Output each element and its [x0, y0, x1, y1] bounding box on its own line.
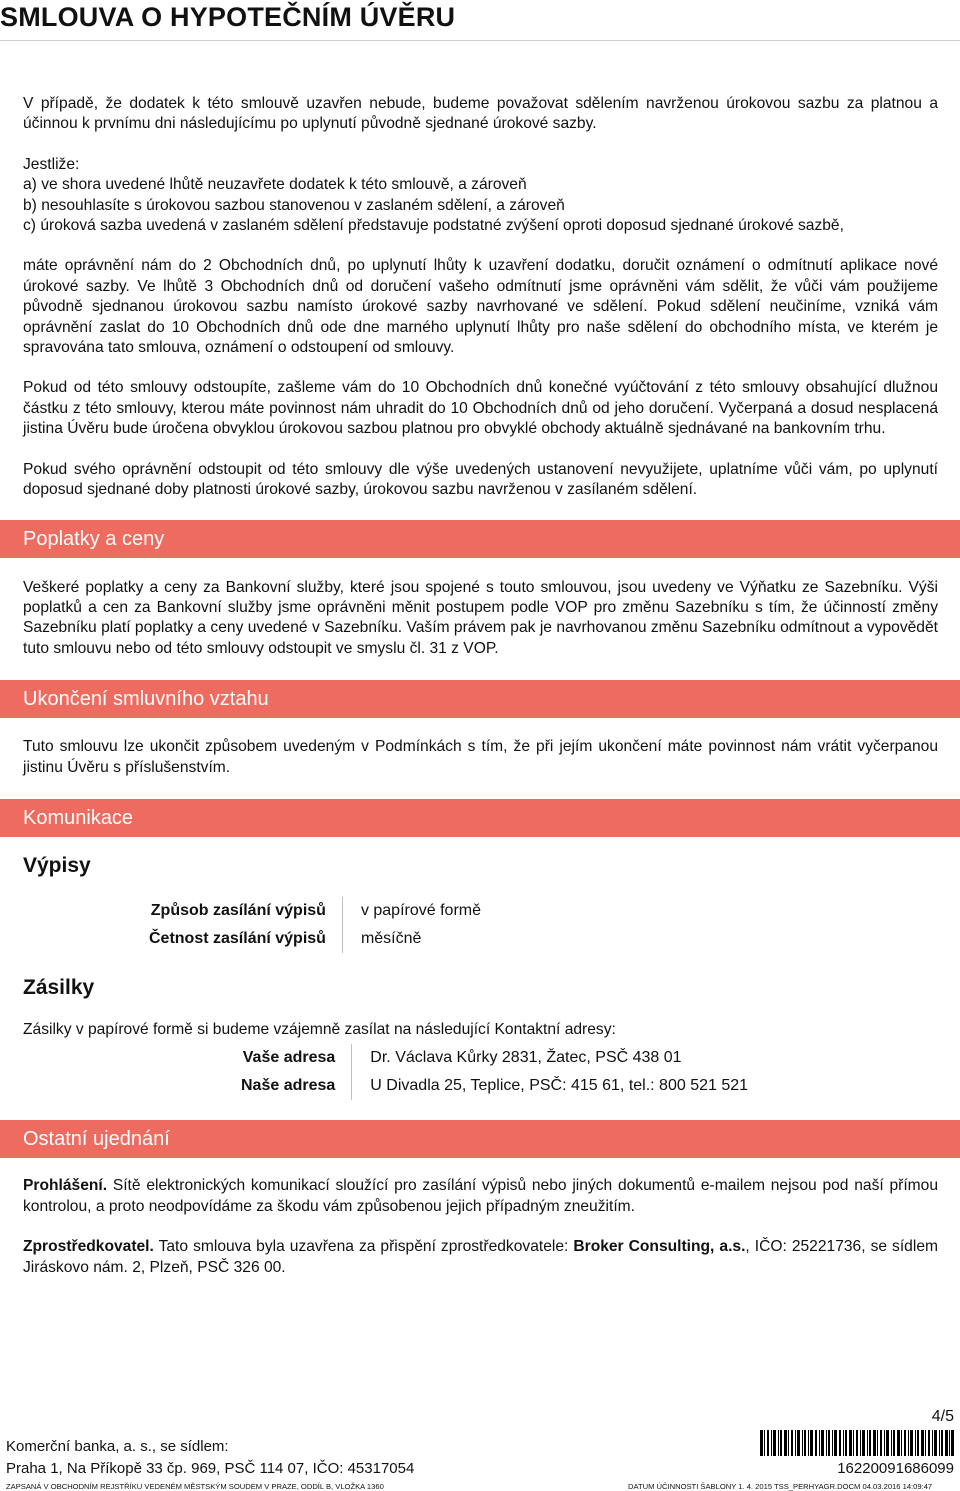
condition-b: b) nesouhlasíte s úrokovou sazbou stanovenou v zaslaném sdělení, a zároveň — [23, 196, 565, 214]
document-body — [23, 94, 938, 1278]
broker-label: Zprostředkovatel. — [23, 1238, 154, 1256]
subheading-statements: Výpisy — [23, 853, 91, 877]
rights-paragraph: máte oprávnění nám do 2 Obchodních dnů, po uplynutí lhůty k uzavření dodatku, doručit oznámení o odmítnutí aplikace nové úrokové sazby. Ve lhůtě 3 Obchodních dnů od doručení vašeho odmítnutí jsme oprávněni vám sdělit, že vůči vám použijeme původně sjednanou úrokovou sazbu namísto úrokové sazby navrhované ve sdělení. Pokud sdělení neučiníme, vzniká vám oprávnění zaslat do 10 Obchodních dnů ode dne marného uplynutí lhůty pro naše sdělení do obchodního místa, ve kterém je spravována tato smlouva, oznámení o odstoupení od smlouvy. — [23, 257, 938, 357]
document-number: 16220091686099 — [837, 1460, 954, 1477]
broker-paragraph — [23, 1237, 938, 1278]
addresses-table — [241, 1044, 748, 1100]
template-info: DATUM ÚČINNOSTI ŠABLONY 1. 4. 2015 TSS_PERHYAGR.DOCM 04.03.2016 14:09:47 — [628, 1482, 933, 1491]
document-title: SMLOUVA O HYPOTEČNÍM ÚVĚRU — [0, 2, 456, 32]
condition-a: a) ve shora uvedené lhůtě neuzavřete dodatek k této smlouvě, a zároveň — [23, 176, 527, 194]
statement-frequency-label: Četnost zasílání výpisů — [149, 929, 326, 947]
title-divider — [0, 40, 960, 41]
conditions-label: Jestliže: — [23, 155, 80, 173]
company-name: Komerční banka, a. s., se sídlem: — [6, 1438, 229, 1455]
intro-paragraph: V případě, že dodatek k této smlouvě uzavřen nebude, budeme považovat sdělením navrženou úrokovou sazbu za platnou a účinnou k prvnímu dni následujícímu po uplynutí původně sjednané úrokové sazby. — [23, 95, 938, 133]
section-header-termination: Ukončení smluvního vztahu — [0, 680, 960, 718]
statement-frequency-value: měsíčně — [342, 925, 481, 953]
unused-right-paragraph: Pokud svého oprávnění odstoupit od této smlouvy dle výše uvedených ustanovení nevyužijete, uplatníme vůči vám, po uplynutí doposud sjednané doby platnosti úrokové sazby, úrokovou sazbu navrženou v zasílaném sdělení. — [23, 460, 938, 499]
registry-note: ZAPSANÁ V OBCHODNÍM REJSTŘÍKU VEDENÉM MĚSTSKÝM SOUDEM V PRAZE, ODDÍL B, VLOŽKA 1360 — [6, 1482, 384, 1491]
mail-paragraph: Zásilky v papírové formě si budeme vzájemně zasílat na následující Kontaktní adresy: — [23, 1020, 616, 1038]
broker-text-pre: Tato smlouva byla uzavřena za přispění zprostředkovatele: — [153, 1238, 574, 1256]
table-row — [149, 925, 481, 953]
statement-method-value: v papírové formě — [342, 897, 481, 925]
our-address-label: Naše adresa — [241, 1077, 336, 1095]
section-header-other: Ostatní ujednání — [0, 1120, 960, 1158]
statement-method-label: Způsob zasílání výpisů — [150, 901, 326, 919]
table-row — [241, 1044, 748, 1072]
broker-name: Broker Consulting, a.s. — [573, 1238, 746, 1256]
table-row — [241, 1072, 748, 1100]
termination-paragraph: Tuto smlouvu lze ukončit způsobem uvedeným v Podmínkách s tím, že při jejím ukončení máte povinnost nám vrátit vyčerpanou jistinu Úvěru s příslušenstvím. — [23, 738, 938, 776]
barcode-icon — [760, 1430, 954, 1456]
withdrawal-paragraph: Pokud od této smlouvy odstoupíte, zašleme vám do 10 Obchodních dnů konečné vyúčtování z této smlouvy obsahující dlužnou částku z této smlouvy, kterou máte povinnost nám uhradit do 10 Obchodních dnů od jeho doručení. Vyčerpaná a dosud nesplacená jistina Úvěru bude úročena obvyklou úrokovou sazbou platnou pro obvyklé obchody aktuálně sjednávané na bankovním trhu. — [23, 379, 938, 438]
declaration-text: Sítě elektronických komunikací sloužící pro zasílání výpisů nebo jiných dokumentů e-mailem nejsou pod naší přímou kontrolou, a proto neodpovídáme za škodu vám způsobenou jejich případným zneužitím. — [23, 1177, 938, 1215]
statements-table — [149, 897, 481, 953]
your-address-value: Dr. Václava Kůrky 2831, Žatec, PSČ 438 01 — [352, 1044, 748, 1072]
table-row — [149, 897, 481, 925]
section-header-fees: Poplatky a ceny — [0, 520, 960, 558]
your-address-label: Vaše adresa — [242, 1049, 336, 1067]
declaration-paragraph — [23, 1176, 938, 1217]
page-number: 4/5 — [931, 1408, 954, 1425]
subheading-mail: Zásilky — [23, 975, 95, 999]
section-header-communication: Komunikace — [0, 799, 960, 837]
declaration-label: Prohlášení. — [23, 1177, 108, 1195]
fees-paragraph: Veškeré poplatky a ceny za Bankovní služby, které jsou spojené s touto smlouvou, jsou uvedeny ve Výňatku ze Sazebníku. Výši poplatků a cen za Bankovní služby jsme oprávněni měnit postupem podle VOP pro změnu Sazebníku s tím, že účinností změny Sazebníku platí poplatky a ceny uvedené v Sazebníku. Vaším právem pak je navrhovanou změnu Sazebníku odmítnout a vypovědět tuto smlouvu nebo od této smlouvy odstoupit ve smyslu čl. 31 z VOP. — [23, 578, 938, 657]
broker-text-post: , IČO: 25221736, se sídlem Jiráskovo nám. 2, Plzeň, PSČ 326 00. — [23, 1238, 938, 1276]
our-address-value: U Divadla 25, Teplice, PSČ: 415 61, tel.: 800 521 521 — [352, 1072, 748, 1100]
condition-c: c) úroková sazba uvedená v zaslaném sdělení představuje podstatné zvýšení oproti doposud sjednané úrokové sazbě, — [23, 217, 844, 235]
company-address: Praha 1, Na Příkopě 33 čp. 969, PSČ 114 07, IČO: 45317054 — [6, 1460, 415, 1477]
